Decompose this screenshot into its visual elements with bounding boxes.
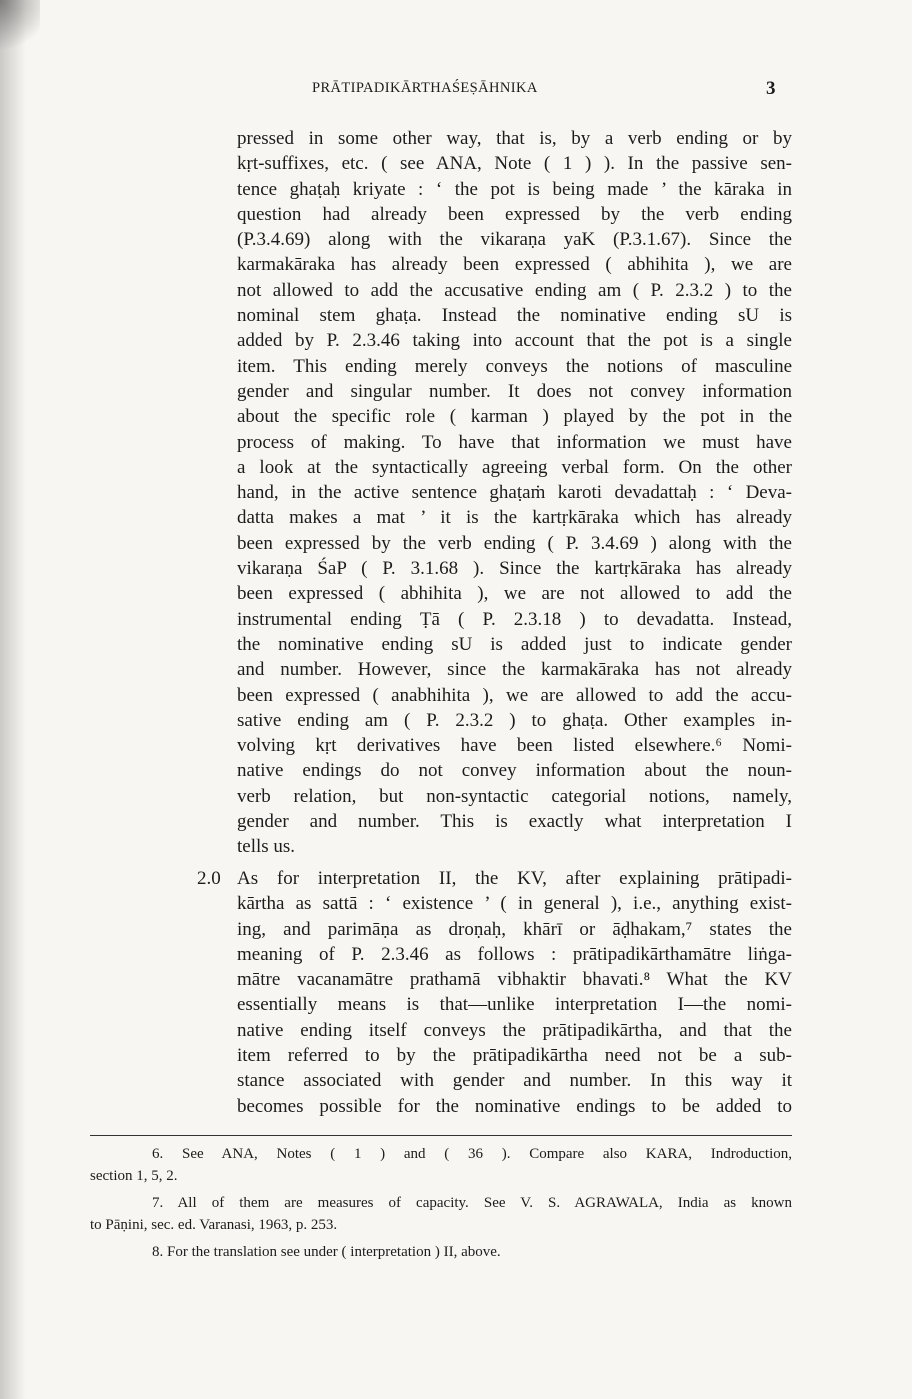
text-line: stance associated with gender and number. In this way it — [237, 1070, 792, 1092]
text-line: been expressed ( anabhihita ), we are allowed to add the accu- — [237, 684, 792, 706]
paragraph-number: 2.0 — [197, 868, 221, 889]
text-line: pressed in some other way, that is, by a verb ending or by — [237, 128, 792, 149]
text-line: becomes possible for the nominative endings to be added to — [237, 1095, 792, 1117]
text-line: ing, and parimāṇa as droṇaḥ, khārī or āḍhakam,⁷ states the — [237, 918, 792, 940]
text-line: gender and singular number. It does not convey information — [237, 380, 792, 402]
page-header — [0, 78, 912, 100]
text-line: meaning of P. 2.3.46 as follows : prātipadikārthamātre liṅga- — [237, 943, 792, 965]
paragraph-1 — [237, 126, 792, 860]
text-line: item. This ending merely conveys the notions of masculine — [237, 355, 792, 377]
text-line: kārtha as sattā : ‘ existence ’ ( in general ), i.e., anything exist- — [237, 893, 792, 915]
footnote-6-line: section 1, 5, 2. — [90, 1168, 178, 1184]
text-line: (P.3.4.69) along with the vikaraṇa yaK (P.3.1.67). Since the — [237, 229, 792, 251]
text-line: the nominative ending sU is added just to indicate gender — [237, 633, 792, 655]
footnote-7-line: to Pāṇini, sec. ed. Varanasi, 1963, p. 253. — [90, 1217, 338, 1233]
paragraph-2 — [237, 866, 792, 1119]
text-line: sative ending am ( P. 2.3.2 ) to ghaṭa. Other examples in- — [237, 709, 792, 731]
text-line: kṛt-suffixes, etc. ( see ANA, Note ( 1 ) ). In the passive sen- — [237, 153, 792, 175]
text-line: verb relation, but non-syntactic categorial notions, namely, — [237, 785, 792, 807]
text-line: instrumental ending Ṭā ( P. 2.3.18 ) to devadatta. Instead, — [237, 608, 792, 630]
text-line: native ending itself conveys the prātipadikārtha, and that the — [237, 1019, 792, 1041]
footnote-rule — [90, 1135, 792, 1136]
footnote-6-line: 6. See ANA, Notes ( 1 ) and ( 36 ). Compare also KARA, Indroduction, — [152, 1146, 792, 1162]
text-line: been expressed ( abhihita ), we are not allowed to add the — [237, 583, 792, 605]
running-title: PRĀTIPADIKĀRTHAŚEṢĀHNIKA — [312, 80, 538, 96]
footnote-8-line: 8. For the translation see under ( interpretation ) II, above. — [152, 1244, 501, 1260]
text-line: karmakāraka has already been expressed ( abhihita ), we are — [237, 254, 792, 276]
scan-corner-shadow — [0, 0, 40, 60]
footnote-7-line: 7. All of them are measures of capacity. See V. S. AGRAWALA, India as known — [152, 1195, 792, 1211]
text-line: a look at the syntactically agreeing verbal form. On the other — [237, 456, 792, 478]
page-number: 3 — [766, 78, 776, 99]
text-line: mātre vacanamātre prathamā vibhaktir bhavati.⁸ What the KV — [237, 969, 792, 991]
text-line: datta makes a mat ’ it is the kartṛkāraka which has already — [237, 507, 792, 529]
text-line: As for interpretation II, the KV, after explaining prātipadi- — [237, 868, 792, 889]
text-line: tence ghaṭaḥ kriyate : ‘ the pot is being made ’ the kāraka in — [237, 178, 792, 200]
text-line: volving kṛt derivatives have been listed elsewhere.⁶ Nomi- — [237, 735, 792, 757]
text-line: not allowed to add the accusative ending am ( P. 2.3.2 ) to the — [237, 279, 792, 301]
text-line: been expressed by the verb ending ( P. 3.4.69 ) along with the — [237, 532, 792, 554]
text-line: vikaraṇa ŚaP ( P. 3.1.68 ). Since the kartṛkāraka has already — [237, 558, 792, 580]
text-line: native endings do not convey information about the noun- — [237, 760, 792, 782]
text-line: tells us. — [237, 836, 296, 858]
text-line: and number. However, since the karmakāraka has not already — [237, 659, 792, 681]
footnotes — [90, 1143, 792, 1263]
text-line: nominal stem ghaṭa. Instead the nominative ending sU is — [237, 305, 792, 327]
text-line: added by P. 2.3.46 taking into account that the pot is a single — [237, 330, 792, 352]
text-line: gender and number. This is exactly what interpretation I — [237, 811, 792, 833]
text-line: about the specific role ( karman ) played by the pot in the — [237, 406, 792, 428]
text-line: process of making. To have that information we must have — [237, 431, 792, 453]
text-line: hand, in the active sentence ghaṭaṁ karoti devadattaḥ : ‘ Deva- — [237, 482, 792, 504]
scan-edge-shadow — [0, 0, 26, 1399]
text-line: item referred to by the prātipadikārtha need not be a sub- — [237, 1045, 792, 1067]
text-line: question had already been expressed by the verb ending — [237, 203, 792, 225]
text-line: essentially means is that—unlike interpretation I—the nomi- — [237, 994, 792, 1016]
